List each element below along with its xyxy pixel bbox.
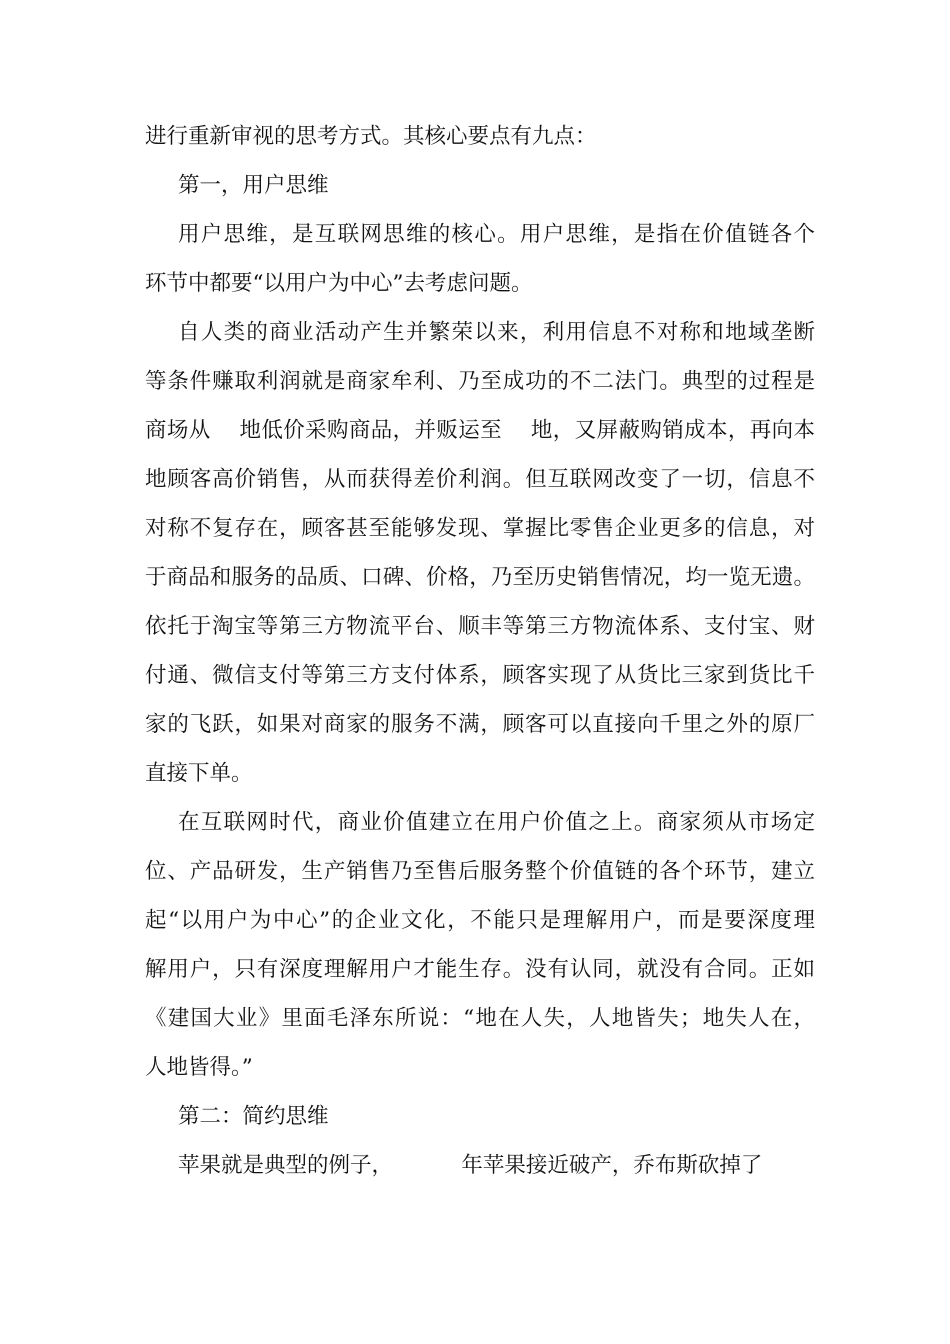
text-line: 直接下单。 (145, 761, 253, 786)
text-line: 苹果就是典型的例子， 年苹果接近破产，乔布斯砍掉了 (178, 1153, 763, 1178)
text-line: 于商品和服务的品质、口碑、价格，乃至历史销售情况，均一览无遗。 (145, 565, 815, 590)
text-line: 用户思维，是互联网思维的核心。用户思维，是指在价值链各个 (178, 222, 815, 247)
text-line: 依托于淘宝等第三方物流平台、顺丰等第三方物流体系、支付宝、财 (145, 614, 815, 639)
text-line: 《建国大业》里面毛泽东所说：“地在人失，人地皆失；地失人在， (145, 1006, 815, 1031)
section-heading: 第二：简约思维 (178, 1104, 329, 1129)
text-line: 地顾客高价销售，从而获得差价利润。但互联网改变了一切，信息不 (145, 467, 815, 492)
text-line: 等条件赚取利润就是商家牟利、乃至成功的不二法门。典型的过程是 (145, 369, 815, 394)
text-line: 进行重新审视的思考方式。其核心要点有九点： (145, 124, 597, 149)
text-line: 自人类的商业活动产生并繁荣以来，利用信息不对称和地域垄断 (178, 320, 815, 345)
text-line: 商场从 地低价采购商品，并贩运至 地，又屏蔽购销成本，再向本 (145, 418, 815, 443)
section-heading: 第一，用户思维 (178, 173, 329, 198)
text-line: 人地皆得。” (145, 1055, 253, 1080)
text-line: 解用户，只有深度理解用户才能生存。没有认同，就没有合同。正如 (145, 957, 815, 982)
text-line: 起“以用户为中心”的企业文化，不能只是理解用户，而是要深度理 (145, 908, 815, 933)
text-line: 在互联网时代，商业价值建立在用户价值之上。商家须从市场定 (178, 810, 815, 835)
text-line: 家的飞跃，如果对商家的服务不满，顾客可以直接向千里之外的原厂 (145, 712, 815, 737)
text-line: 付通、微信支付等第三方支付体系，顾客实现了从货比三家到货比千 (145, 663, 815, 688)
text-line: 对称不复存在，顾客甚至能够发现、掌握比零售企业更多的信息，对 (145, 516, 815, 541)
text-line: 位、产品研发，生产销售乃至售后服务整个价值链的各个环节，建立 (145, 859, 815, 884)
text-line: 环节中都要“以用户为中心”去考虑问题。 (145, 271, 533, 296)
